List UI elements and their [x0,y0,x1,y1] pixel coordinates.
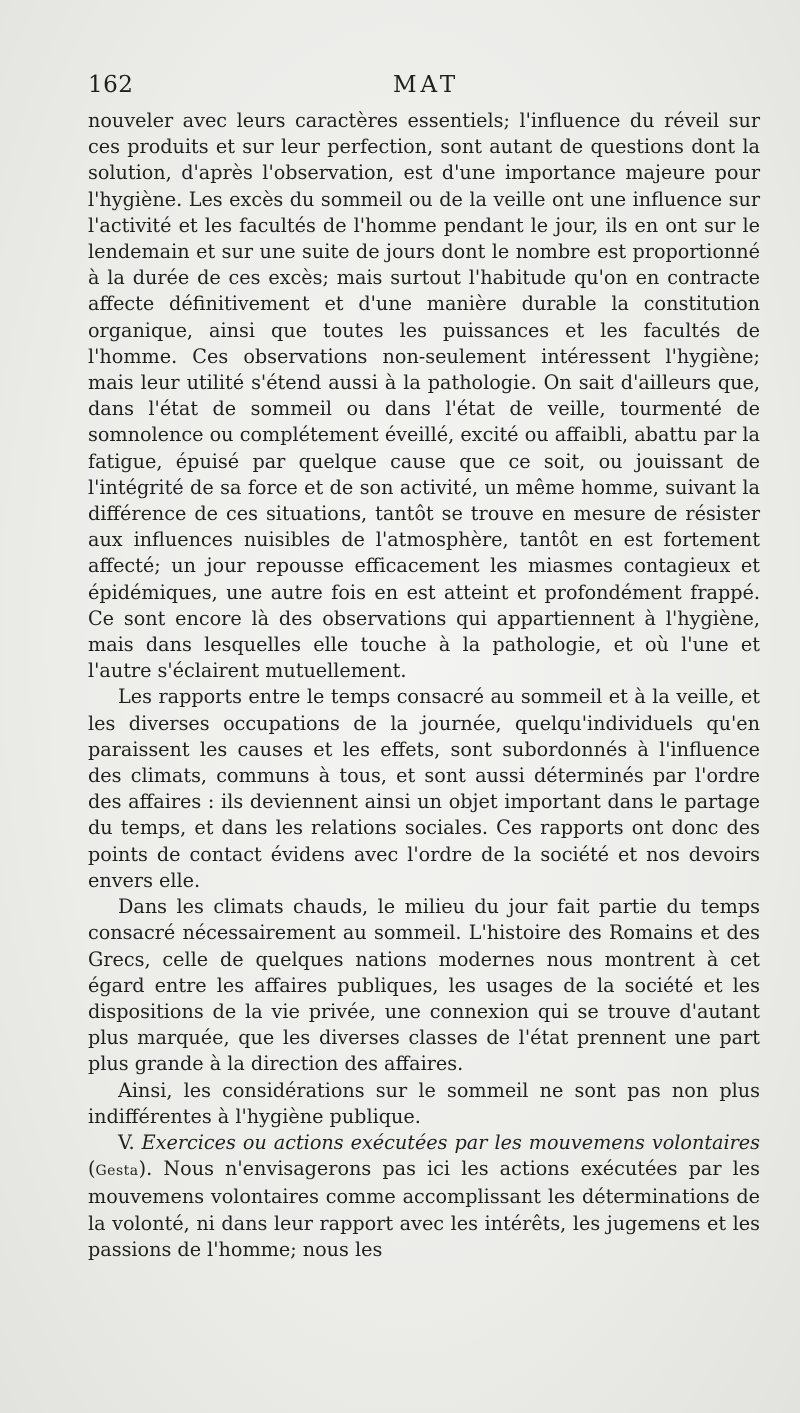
gesta-open: ( [88,1157,96,1181]
body-text [88,108,760,1263]
section-body: Nous n'envisagerons pas ici les actions exécutées par les mouvemens volontaires comme accomplissant les déterminations de la volonté, ni dans leur rapport avec les intérêts, les jugemens et les passions de l'homme; nous les [88,1157,760,1261]
paragraph-3: Dans les climats chauds, le milieu du jour fait partie du temps consacré nécessairement au sommeil. L'histoire des Romains et des Grecs, celle de quelques nations modernes nous montrent à cet égard entre les affaires publiques, les usages de la société et les dispositions de la vie privée, une connexion qui se trouve d'autant plus marquée, que les diverses classes de l'état prennent une part plus grande à la direction des affaires. [88,895,760,1076]
section-title: Exercices ou actions exécutées par les mouvemens volontaires [141,1130,760,1154]
paragraph-2: Les rapports entre le temps consacré au sommeil et à la veille, et les diverses occupations de la journée, quelqu'individuels qu'en paraissent les causes et les effets, sont subordonnés à l'influence des climats, communs à tous, et sont aussi déterminés par l'ordre des affaires : ils deviennent ainsi un objet important dans le partage du temps, et dans les relations sociales. Ces rapports ont donc des points de contact évidens avec l'ordre de la société et nos devoirs envers elle. [88,685,760,892]
page-header [88,72,760,104]
paragraph-1: nouveler avec leurs caractères essentiels; l'influence du réveil sur ces produits et sur leur perfection, sont autant de questions dont la solution, d'après l'observation, est d'une importance majeure pour l'hygiène. Les excès du sommeil ou de la veille ont une influence sur l'activité et les facultés de l'homme pendant le jour, ils en ont sur le lendemain et sur une suite de jours dont le nombre est proportionné à la durée de ces excès; mais surtout l'habitude qu'on en contracte affecte définitivement et d'une manière durable la constitution organique, ainsi que toutes les puissances et les facultés de l'homme. Ces observations non-seulement intéressent l'hygiène; mais leur utilité s'étend aussi à la pathologie. On sait d'ailleurs que, dans l'état de sommeil ou dans l'état de veille, tourmenté de somnolence ou complétement éveillé, excité ou affaibli, abattu par la fatigue, épuisé par quelque cause que ce soit, ou jouissant de l'intégrité de sa force et de son activité, un même homme, suivant la différence de ces situations, tantôt se trouve en mesure de résister aux influences nuisibles de l'atmosphère, tantôt en est fortement affecté; un jour repousse efficacement les miasmes contagieux et épidémiques, une autre fois en est atteint et profondément frappé. Ce sont encore là des observations qui appartiennent à l'hygiène, mais dans lesquelles elle touche à la pathologie, et où l'une et l'autre s'éclairent mutuellement. [88,109,760,683]
section-number: V. [118,1130,135,1154]
gesta-close: ). [138,1157,153,1181]
running-head: MAT [393,72,460,98]
gesta-term: Gesta [95,1163,139,1180]
paragraph-4: Ainsi, les considérations sur le sommeil ne sont pas non plus indifférentes à l'hygiène publique. [88,1078,760,1128]
page-number: 162 [88,72,134,98]
section-v-paragraph [88,1130,760,1263]
